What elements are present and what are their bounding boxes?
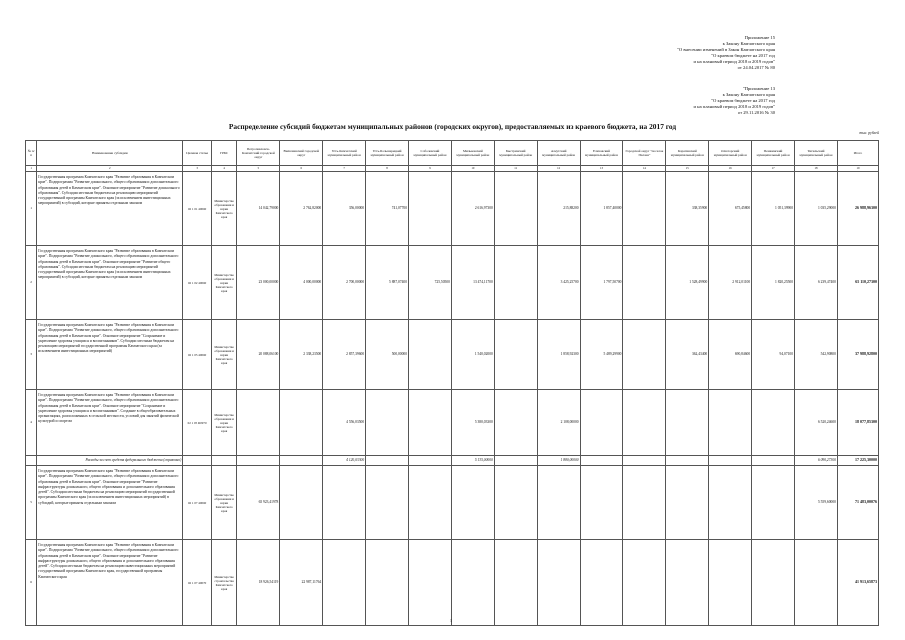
amount-cell: 2 700,00000 [323,246,366,320]
amount-cell [537,540,580,626]
column-number: 11 [494,166,537,172]
row-number: 3 [26,320,37,390]
column-header: ГРБС [211,141,237,166]
column-number: 3 [183,166,212,172]
document-title: Распределение субсидий бюджетам муниципальных районов (городских округов), предоставляемых из краевого бюджета, на 2017 год [228,122,677,131]
column-number: 15 [666,166,709,172]
table-row [26,540,879,626]
amount-cell: 18 926,54119 [237,540,280,626]
subtotal-description: Расходы за счет средств федерального бюджета (справочно) [37,456,183,466]
header1-line: Приложение 15 [744,35,775,40]
row-total: 18 077,85300 [837,390,878,456]
column-header: Усть-Камчатский муниципальный район [323,141,366,166]
amount-cell [409,540,452,626]
subtotal-amount-cell [709,456,752,466]
amount-cell: 14 042,79000 [237,172,280,246]
amount-cell [580,540,623,626]
column-number: 2 [37,166,183,172]
column-header: Елизовский муниципальный район [580,141,623,166]
amount-cell: 94,07100 [752,320,795,390]
row-total: 71 483,00076 [837,466,878,540]
amount-cell [409,320,452,390]
amount-cell [580,466,623,540]
subsidy-description: Государственная программа Камчатского края "Развитие образования в Камчатском крае". Подпрограмма "Развитие дошкольного, общего образования и дополнительного образования детей в Камчатском крае". Основное мероприятие "Развитие дошкольного образования". Субсидии местным бюджетам на реализацию мероприятий государственной программы Камчатского края (за исключением инвестиционных мероприятий) в субсидий, которые приняты отдельным законом [37,172,183,246]
header1-line: к Закону Камчатского края [722,41,775,47]
subtotal-amount-cell: 6 090,27300 [795,456,838,466]
column-number: 12 [537,166,580,172]
column-header: Карагинский муниципальный район [666,141,709,166]
row-total: 41 913,65873 [837,540,878,626]
amount-cell: 338,35900 [666,172,709,246]
column-number: 6 [280,166,323,172]
row-number: 5 [26,466,37,540]
amount-cell [494,390,537,456]
header1-line: "О внесении изменений в Закон Камчатского края [677,47,775,53]
grbs-name: Министерство образования и науки Камчатского края [211,320,237,390]
amount-cell [623,246,666,320]
amount-cell: 20 088,06100 [237,320,280,390]
amount-cell [666,390,709,456]
subtotal-amount-cell [752,456,795,466]
header1-line: и на плановый период 2018 и 2019 годов" [693,59,775,65]
amount-cell: 356,00000 [323,172,366,246]
amount-cell: 5 559,60000 [795,466,838,540]
subtotal-amount-cell [666,456,709,466]
header2-line: и на плановый период 2018 и 2019 годов" [693,104,775,110]
subtotal-amount-cell [366,456,409,466]
amount-cell: 500,00000 [366,320,409,390]
amount-cell: 1 540,02000 [451,320,494,390]
subtotal-amount-cell [580,456,623,466]
grbs-name: Министерство образования и науки Камчатского края [211,390,237,456]
grbs-name: Министерство образования и науки Камчатского края [211,246,237,320]
amount-cell [709,466,752,540]
header2-line: от 29.11.2016 № 30 [737,110,775,116]
subtotal-amount-cell [494,456,537,466]
amount-cell [366,466,409,540]
amount-cell [709,390,752,456]
empty-cell [26,456,37,466]
target-article-code: 02 1 07 40070 [183,540,212,626]
subtotal-amount-cell [409,456,452,466]
column-number: 7 [323,166,366,172]
subsidy-description: Государственная программа Камчатского края "Развитие образования в Камчатском крае". Подпрограмма "Развитие дошкольного, общего образования и дополнительного образования детей в Камчатском крае". Основное мероприятие "Сохранение и укрепление здоровья учащихся и воспитанников". Субсидии местным бюджетам на реализацию мероприятий государственной программы Камчатского края (за исключением инвестиционных мероприятий) [37,320,183,390]
row-total: 37 988,92800 [837,320,878,390]
grbs-name: Министерство образования и науки Камчатского края [211,466,237,540]
amount-cell: 1 820,25500 [752,246,795,320]
row-number: 6 [26,540,37,626]
amount-cell [366,540,409,626]
amount-cell: 1 051,39900 [752,172,795,246]
column-header: Городской округ "поселок Палана" [623,141,666,166]
column-number: 10 [451,166,494,172]
header2-line: "Приложение 13 [742,86,775,91]
table-row [26,466,879,540]
grbs-name: Министерство строительства Камчатского края [211,540,237,626]
amount-cell [494,466,537,540]
row-total: 65 110,27300 [837,246,878,320]
amount-cell [666,540,709,626]
amount-cell: 2 857,39600 [323,320,366,390]
subsidy-description: Государственная программа Камчатского края "Развитие образования в Камчатском крае". Подпрограмма "Развитие дошкольного, общего образования и дополнительного образования детей в Камчатском крае". Основное мероприятие "Развитие инфраструктуры дошкольного, общего образования и дополнительного образования детей". Субсидии местным бюджетам на реализацию инвестиционных мероприятий государственной программы Камчатского края, государственной программы Камчатского края [37,540,183,626]
subtotal-amount-cell: 5 135,00000 [451,456,494,466]
column-number: 17 [752,166,795,172]
amount-cell: 2 616,97300 [451,172,494,246]
column-header: Целевая статья [183,141,212,166]
subsidy-description: Государственная программа Камчатского края "Развитие образования в Камчатском крае". Подпрограмма "Развитие дошкольного, общего образования и дополнительного образования детей в Камчатском крае". Основное мероприятие "Сохранение и укрепление здоровья учащихся и воспитанников". Создание в общеобразовательных организациях, расположенных в сельской местности, условий для занятий физической культурой и спортом [37,390,183,456]
amount-cell [280,390,323,456]
table-header-row [26,141,879,166]
amount-cell [666,466,709,540]
table-row [26,390,879,456]
column-header: Соболевский муниципальный район [409,141,452,166]
table-row [26,320,879,390]
table-row [26,246,879,320]
column-header: Усть-Большерецкий муниципальный район [366,141,409,166]
amount-cell: 1 858,92300 [537,320,580,390]
column-number: 14 [623,166,666,172]
column-header: Наименование субсидии [37,141,183,166]
column-header: Олюторский муниципальный район [709,141,752,166]
amount-cell [752,390,795,456]
amount-cell: 13 474,11700 [451,246,494,320]
amount-cell [409,172,452,246]
amount-cell: 2 338,23500 [280,320,323,390]
column-header: Тигильский муниципальный район [795,141,838,166]
amount-cell: 4 556,03500 [323,390,366,456]
row-number: 2 [26,246,37,320]
page-number: 1 [450,618,452,623]
table-row [26,172,879,246]
column-header: Вилючинский городской округ [280,141,323,166]
amount-cell [494,320,537,390]
amount-cell: 6 239,47400 [795,246,838,320]
header-block-1 [677,35,775,72]
column-number: 19 [837,166,878,172]
amount-cell: 5 887,07400 [366,246,409,320]
amount-cell [409,390,452,456]
column-header: Петропавловск-Камчатский городской округ [237,141,280,166]
amount-cell: 542,90800 [795,320,838,390]
column-header: Итого [837,141,878,166]
header2-line: "О краевом бюджете на 2017 год [711,98,775,104]
amount-cell [795,540,838,626]
amount-cell: 4 000,00000 [280,246,323,320]
subtotal-amount-cell: 1 880,00000 [537,456,580,466]
header1-line: от 24.04.2017 № 80 [737,65,775,71]
subtotal-amount-cell: 4 120,03300 [323,456,366,466]
grbs-name: Министерство образования и науки Камчатского края [211,172,237,246]
amount-cell [537,466,580,540]
amount-cell [580,390,623,456]
amount-cell [494,172,537,246]
row-number: 1 [26,172,37,246]
header1-line: "О краевом бюджете на 2017 год [711,53,775,59]
amount-cell: 1 797,50700 [580,246,623,320]
amount-cell [451,466,494,540]
target-article-code: 02 1 07 40060 [183,466,212,540]
amount-cell [623,466,666,540]
empty-cell [183,456,212,466]
target-article-code: 02 1 01 40060 [183,172,212,246]
column-number: 13 [580,166,623,172]
amount-cell [237,390,280,456]
amount-cell: 725,50500 [409,246,452,320]
column-number: 5 [237,166,280,172]
amount-cell: 690,84600 [709,320,752,390]
column-number: 16 [709,166,752,172]
amount-cell: 65 923,41978 [237,466,280,540]
amount-cell [623,540,666,626]
subtotal-amount-cell [237,456,280,466]
amount-cell: 5 489,29900 [580,320,623,390]
amount-cell [323,540,366,626]
column-header: № п/п [26,141,37,166]
amount-cell [366,390,409,456]
amount-cell: 1 528,49900 [666,246,709,320]
column-header: Быстринский муниципальный район [494,141,537,166]
target-article-code: 02 1 05 40060 [183,320,212,390]
amount-cell: 3 425,25700 [537,246,580,320]
subsidy-table [25,140,879,626]
amount-cell: 741,07700 [366,172,409,246]
header-block-2 [694,86,775,116]
subtotal-amount-cell [623,456,666,466]
amount-cell: 23 000,00000 [237,246,280,320]
column-header: Пенжинский муниципальный район [752,141,795,166]
row-number: 4 [26,390,37,456]
amount-cell [709,540,752,626]
column-number: 1 [26,166,37,172]
amount-cell: 215,88200 [537,172,580,246]
column-number: 8 [366,166,409,172]
amount-cell [623,390,666,456]
amount-cell [280,466,323,540]
column-number: 4 [211,166,237,172]
subsidy-description: Государственная программа Камчатского края "Развитие образования в Камчатском крае". Подпрограмма "Развитие дошкольного, общего образования и дополнительного образования детей в Камчатском крае". Основное мероприятие "Развитие инфраструктуры дошкольного, общего образования и дополнительного образования детей". Субсидии местным бюджетам на реализацию мероприятий государственной программы Камчатского края (за исключением инвестиционных мероприятий) в субсидий, которые приняты отдельным законом [37,466,183,540]
unit-label: тыс. рублей [859,131,879,135]
amount-cell [623,320,666,390]
amount-cell: 2 762,82000 [280,172,323,246]
header2-line: к Закону Камчатского края [722,92,775,98]
subtotal-total: 17 225,30000 [837,456,878,466]
amount-cell: 2 912,01100 [709,246,752,320]
row-total: 26 988,96300 [837,172,878,246]
column-number: 18 [795,166,838,172]
target-article-code: 02 1 05 R0970 [183,390,212,456]
amount-cell [409,466,452,540]
amount-cell [451,540,494,626]
column-header: Алеутский муниципальный район [537,141,580,166]
subtotal-row [26,456,879,466]
amount-cell [752,540,795,626]
amount-cell [323,466,366,540]
amount-cell: 2 108,00000 [537,390,580,456]
subsidy-description: Государственная программа Камчатского края "Развитие образования в Камчатском крае". Подпрограмма "Развитие дошкольного, общего образования и дополнительного образования детей в Камчатском крае". Основное мероприятие "Развитие общего образования". Субсидии местным бюджетам на реализацию мероприятий государственной программы Камчатского края (за исключением инвестиционных мероприятий) в субсидий, которые приняты отдельным законом [37,246,183,320]
amount-cell: 1 857,40000 [580,172,623,246]
target-article-code: 02 1 02 40060 [183,246,212,320]
amount-cell: 675,45800 [709,172,752,246]
amount-cell [623,172,666,246]
amount-cell [494,540,537,626]
amount-cell: 6 520,24600 [795,390,838,456]
amount-cell [494,246,537,320]
amount-cell: 5 380,03300 [451,390,494,456]
amount-cell: 362,43400 [666,320,709,390]
column-number: 9 [409,166,452,172]
amount-cell: 22 987,11764 [280,540,323,626]
empty-cell [211,456,237,466]
amount-cell [752,466,795,540]
subtotal-amount-cell [280,456,323,466]
column-header: Мильковский муниципальный район [451,141,494,166]
amount-cell: 1 035,29000 [795,172,838,246]
